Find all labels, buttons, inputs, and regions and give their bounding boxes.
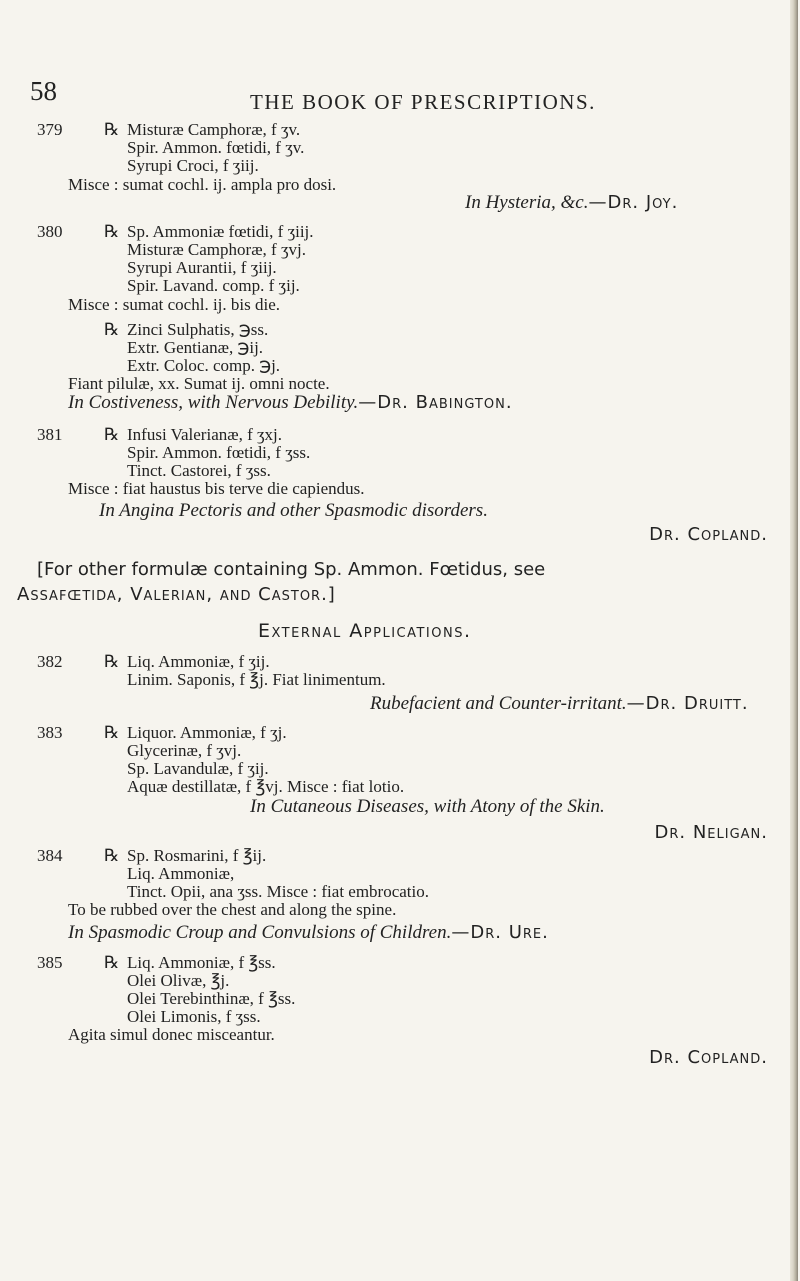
ingredient-line: Liq. Ammoniæ, f ℥ss. <box>127 953 276 972</box>
indication: In Costiveness, with Nervous Debility. <box>68 392 359 413</box>
ingredient-line: Misturæ Camphoræ, f ʒvj. <box>127 240 306 259</box>
entry-number: 380 <box>37 222 63 241</box>
author: Dr. Copland. <box>649 1047 768 1068</box>
indication: In Spasmodic Croup and Convulsions of Children. <box>68 922 452 943</box>
ingredient-line: Zinci Sulphatis, ℈ss. <box>127 320 269 339</box>
indication: In Angina Pectoris and other Spasmodic disorders. <box>99 500 488 521</box>
ingredient-line: Spir. Lavand. comp. f ʒij. <box>127 276 300 295</box>
ingredient-line: Sp. Rosmarini, f ℥ij. <box>127 846 267 865</box>
entry-number: 381 <box>37 425 63 444</box>
attribution <box>465 192 678 214</box>
author: —Dr. Joy. <box>588 192 679 213</box>
ingredient-line: Liq. Ammoniæ, <box>127 864 235 883</box>
ingredient-line: Syrupi Croci, f ʒiij. <box>127 156 259 175</box>
ingredient-line: Liquor. Ammoniæ, f ʒj. <box>127 723 287 742</box>
ingredient-line: Extr. Gentianæ, ℈ij. <box>127 338 264 357</box>
ingredient-line: Sp. Ammoniæ fœtidi, f ʒiij. <box>127 222 314 241</box>
attribution <box>68 392 513 414</box>
ingredient-line: Spir. Ammon. fœtidi, f ʒv. <box>127 138 305 157</box>
ingredient-line: Extr. Coloc. comp. ℈j. <box>127 356 281 375</box>
ingredient-line: Linim. Saponis, f ℥j. Fiat linimentum. <box>127 670 386 689</box>
instruction-line: Misce : sumat cochl. ij. ampla pro dosi. <box>68 175 337 194</box>
entry-number: 382 <box>37 652 63 671</box>
ingredient-line: Olei Terebinthinæ, f ℥ss. <box>127 989 296 1008</box>
ingredient-line: Spir. Ammon. fœtidi, f ʒss. <box>127 443 311 462</box>
rx-symbol: ℞ <box>104 320 120 339</box>
entry-number: 384 <box>37 846 63 865</box>
author: Dr. Neligan. <box>654 822 768 843</box>
rx-symbol: ℞ <box>104 222 120 241</box>
attribution <box>68 922 549 944</box>
cross-reference: Assafœtida, Valerian, and Castor.] <box>17 584 336 605</box>
ingredient-line: Infusi Valerianæ, f ʒxj. <box>127 425 283 444</box>
rx-symbol: ℞ <box>104 846 120 865</box>
ingredient-line: Olei Olivæ, ℥j. <box>127 971 230 990</box>
ingredient-line: Aquæ destillatæ, f ℥vj. Misce : fiat lotio. <box>127 777 405 796</box>
entry-number: 383 <box>37 723 63 742</box>
author: —Dr. Ure. <box>451 922 549 943</box>
ingredient-line: Tinct. Opii, ana ʒss. Misce : fiat embrocatio. <box>127 882 430 901</box>
author: —Dr. Druitt. <box>626 693 749 714</box>
attribution <box>370 693 749 715</box>
ingredient-line: Tinct. Castorei, f ʒss. <box>127 461 271 480</box>
page-edge-shadow <box>790 0 798 1281</box>
indication: In Cutaneous Diseases, with Atony of the Skin. <box>250 796 605 817</box>
section-heading: External Applications. <box>258 620 472 642</box>
indication: Rubefacient and Counter-irritant. <box>370 693 627 714</box>
entry-number: 379 <box>37 120 63 139</box>
ingredient-line: Liq. Ammoniæ, f ʒij. <box>127 652 270 671</box>
instruction-line: Fiant pilulæ, xx. Sumat ij. omni nocte. <box>68 374 330 393</box>
cross-reference: [For other formulæ containing Sp. Ammon. Fœtidus, see <box>37 559 546 580</box>
rx-symbol: ℞ <box>104 953 120 972</box>
instruction-line: Misce : sumat cochl. ij. bis die. <box>68 295 280 314</box>
ingredient-line: Misturæ Camphoræ, f ʒv. <box>127 120 301 139</box>
page-number: 58 <box>30 76 57 106</box>
author: Dr. Copland. <box>649 524 768 545</box>
running-title: THE BOOK OF PRESCRIPTIONS. <box>250 90 596 114</box>
instruction-line: Misce : fiat haustus bis terve die capiendus. <box>68 479 365 498</box>
instruction-line: Agita simul donec misceantur. <box>68 1025 275 1044</box>
ingredient-line: Glycerinæ, f ʒvj. <box>127 741 242 760</box>
ingredient-line: Sp. Lavandulæ, f ʒij. <box>127 759 269 778</box>
author: —Dr. Babington. <box>358 392 513 413</box>
ingredient-line: Syrupi Aurantii, f ʒiij. <box>127 258 277 277</box>
rx-symbol: ℞ <box>104 652 120 671</box>
indication: In Hysteria, &c. <box>465 192 589 213</box>
rx-symbol: ℞ <box>104 425 120 444</box>
entry-number: 385 <box>37 953 63 972</box>
rx-symbol: ℞ <box>104 120 120 139</box>
ingredient-line: Olei Limonis, f ʒss. <box>127 1007 261 1026</box>
rx-symbol: ℞ <box>104 723 120 742</box>
instruction-line: To be rubbed over the chest and along the spine. <box>68 900 397 919</box>
